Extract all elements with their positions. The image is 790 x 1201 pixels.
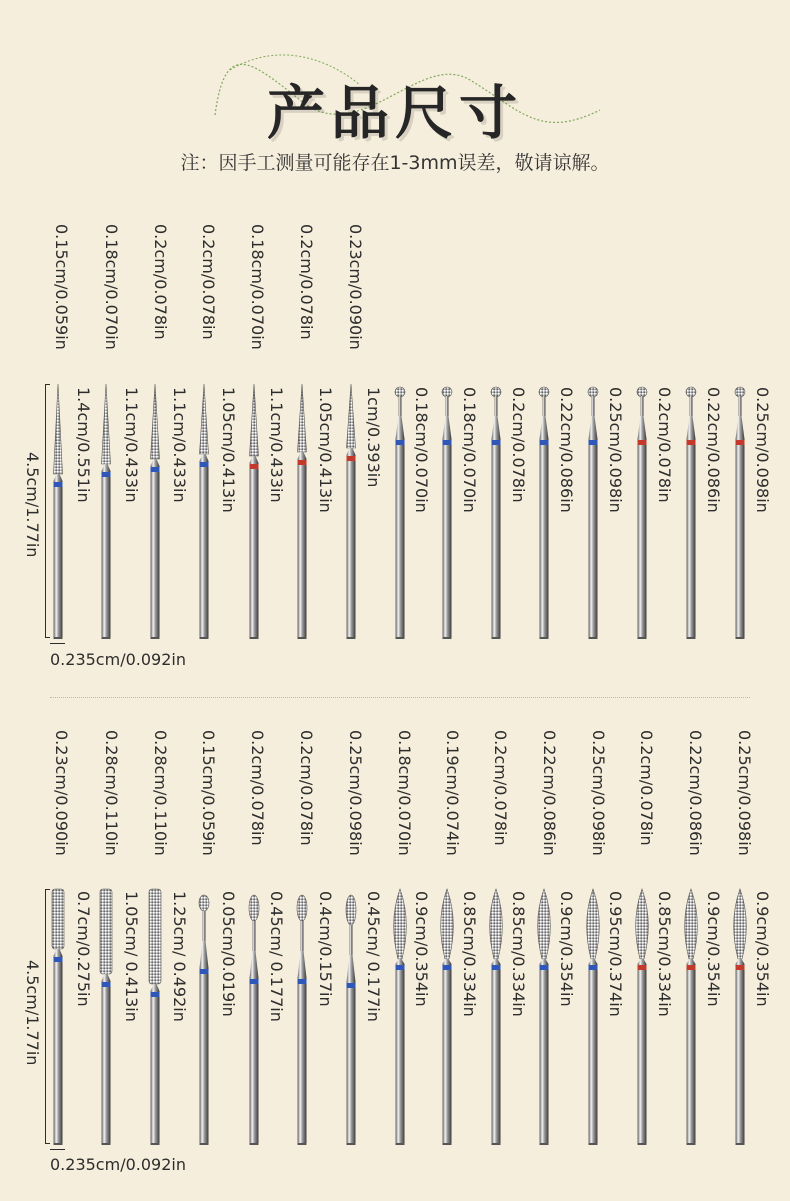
red-band xyxy=(347,456,356,461)
bit-shank xyxy=(347,982,356,1144)
bit-head-size-label: 0.18cm/0.070in xyxy=(102,224,121,350)
bit-taper xyxy=(589,959,598,964)
bit-end xyxy=(396,1143,405,1145)
bit-head-size-label: 0.28cm/0.110in xyxy=(151,730,170,856)
bit-head-size-label: 0.25cm/0.098in xyxy=(735,730,754,856)
bit-end xyxy=(492,637,501,639)
bit-end xyxy=(151,1143,160,1145)
total-length-label: 4.5cm/1.77in xyxy=(23,452,42,558)
bit-taper xyxy=(250,951,259,978)
bit-end xyxy=(396,637,405,639)
bit-neck xyxy=(253,921,256,951)
bit-end xyxy=(54,1143,63,1145)
bit-head-length-label: 1.1cm/0.433in xyxy=(170,387,189,503)
bit-head-size-label: 0.2cm/0.078in xyxy=(491,730,510,846)
bit-taper xyxy=(638,959,647,964)
bit-head xyxy=(199,895,209,911)
bit-taper xyxy=(492,416,501,439)
bit-head-length-label: 0.85cm/0.334in xyxy=(460,891,479,1017)
blue-band xyxy=(54,482,63,487)
bit-head-size-label: 0.15cm/0.059in xyxy=(52,224,71,350)
blue-band xyxy=(298,979,307,984)
bit-head xyxy=(637,387,647,397)
bit-head-size-label: 0.19cm/0.074in xyxy=(443,730,462,856)
bit-shank xyxy=(151,991,160,1144)
red-band xyxy=(638,965,647,970)
blue-band xyxy=(589,440,598,445)
bit-shank xyxy=(687,964,696,1144)
bit-head-size-label: 0.2cm/0.078in xyxy=(151,224,170,340)
bit-head-length-label: 0.45cm/ 0.177in xyxy=(267,891,286,1022)
bit-head xyxy=(734,889,747,959)
bit-shank xyxy=(102,981,111,1144)
bit-shank xyxy=(347,455,356,638)
bit-head-size-label: 0.22cm/0.086in xyxy=(540,730,559,856)
blue-band xyxy=(492,440,501,445)
bit-taper xyxy=(492,959,501,964)
bit-neck xyxy=(446,396,449,416)
bit-head-length-label: 0.25cm/0.098in xyxy=(606,387,625,513)
bit-neck xyxy=(739,396,742,416)
bit-head-length-label: 0.9cm/0.354in xyxy=(704,891,723,1007)
bit-head xyxy=(636,889,649,959)
bit-head xyxy=(686,387,696,397)
bit-head xyxy=(685,889,698,959)
bit-end xyxy=(200,637,209,639)
bit-head-length-label: 0.18cm/0.070in xyxy=(460,387,479,513)
bit-head-length-label: 0.05cm/0.019in xyxy=(219,891,238,1017)
bit-head xyxy=(52,889,64,949)
bit-head-length-label: 1cm/0.393in xyxy=(364,387,383,488)
bit-end xyxy=(540,1143,549,1145)
bit-head-length-label: 1.1cm/0.433in xyxy=(122,387,141,503)
bit-taper xyxy=(736,416,745,439)
bit-shank xyxy=(54,481,63,638)
bit-neck xyxy=(350,925,353,955)
bit-shank xyxy=(687,439,696,638)
bit-end xyxy=(736,637,745,639)
bit-head xyxy=(250,384,259,456)
red-band xyxy=(250,464,259,469)
bit-head xyxy=(151,384,160,459)
bit-taper xyxy=(151,984,160,991)
blue-band xyxy=(492,965,501,970)
bit-head-length-label: 0.95cm/0.374in xyxy=(606,891,625,1017)
bit-end xyxy=(151,637,160,639)
bit-shank xyxy=(540,964,549,1144)
bit-head-length-label: 0.22cm/0.086in xyxy=(557,387,576,513)
bit-end xyxy=(347,637,356,639)
bit-head-length-label: 0.4cm/0.157in xyxy=(316,891,335,1007)
bit-taper xyxy=(347,448,356,455)
bit-head xyxy=(491,387,501,397)
bit-neck xyxy=(301,921,304,951)
bit-shank xyxy=(102,471,111,638)
bit-head xyxy=(297,895,307,921)
bit-taper xyxy=(540,416,549,439)
bit-head xyxy=(490,889,503,959)
bit-shank xyxy=(396,439,405,638)
bit-head xyxy=(441,889,454,959)
bit-head xyxy=(735,387,745,397)
red-band xyxy=(687,440,696,445)
bit-head-length-label: 1.05cm/0.413in xyxy=(316,387,335,513)
bit-taper xyxy=(540,959,549,964)
blue-band xyxy=(443,965,452,970)
bit-shank xyxy=(540,439,549,638)
measurement-note: 注：因手工测量可能存在1-3mm误差，敬请谅解。 xyxy=(180,152,610,174)
bit-end xyxy=(200,1143,209,1145)
bit-end xyxy=(102,1143,111,1145)
bit-taper xyxy=(200,941,209,968)
bit-head xyxy=(102,384,111,464)
blue-band xyxy=(540,965,549,970)
blue-band xyxy=(540,440,549,445)
bit-head-size-label: 0.18cm/0.070in xyxy=(248,224,267,350)
shank-diameter-label: 0.235cm/0.092in xyxy=(50,650,186,669)
bit-taper xyxy=(736,959,745,964)
bit-neck xyxy=(203,911,206,941)
bit-end xyxy=(347,1143,356,1145)
bit-head-length-label: 0.25cm/0.098in xyxy=(753,387,772,513)
bit-shank xyxy=(443,964,452,1144)
bit-taper xyxy=(687,416,696,439)
blue-band xyxy=(102,472,111,477)
bit-head xyxy=(588,387,598,397)
bit-head xyxy=(200,384,209,454)
blue-band xyxy=(396,440,405,445)
bit-taper xyxy=(54,949,63,956)
bit-head-size-label: 0.22cm/0.086in xyxy=(686,730,705,856)
bit-head-length-label: 0.2cm/0.078in xyxy=(509,387,528,503)
bit-end xyxy=(54,637,63,639)
bit-taper xyxy=(102,974,111,981)
bit-taper xyxy=(396,416,405,439)
blue-band xyxy=(151,467,160,472)
bit-head xyxy=(249,895,259,921)
bit-head-length-label: 0.2cm/0.078in xyxy=(655,387,674,503)
bit-head-length-label: 1.1cm/0.433in xyxy=(267,387,286,503)
bit-shank xyxy=(298,978,307,1144)
bit-shank xyxy=(200,968,209,1144)
bit-head-size-label: 0.18cm/0.070in xyxy=(395,730,414,856)
bit-head-size-label: 0.2cm/0.078in xyxy=(248,730,267,846)
bit-end xyxy=(589,1143,598,1145)
bit-head-size-label: 0.23cm/0.090in xyxy=(52,730,71,856)
bit-shank xyxy=(151,466,160,638)
red-band xyxy=(687,965,696,970)
bit-neck xyxy=(495,396,498,416)
bit-head xyxy=(54,384,63,474)
bit-taper xyxy=(347,955,356,982)
bit-shank xyxy=(250,463,259,638)
bit-end xyxy=(492,1143,501,1145)
bit-shank xyxy=(589,964,598,1144)
bit-taper xyxy=(298,452,307,459)
bit-end xyxy=(298,1143,307,1145)
bit-end xyxy=(638,1143,647,1145)
bit-head-size-label: 0.28cm/0.110in xyxy=(102,730,121,856)
bit-shank xyxy=(54,956,63,1144)
bit-head xyxy=(347,384,356,448)
bit-taper xyxy=(200,454,209,461)
bit-end xyxy=(540,637,549,639)
bit-end xyxy=(443,637,452,639)
bit-taper xyxy=(54,474,63,481)
blue-band xyxy=(54,957,63,962)
blue-band xyxy=(347,983,356,988)
bit-shank xyxy=(250,978,259,1144)
bit-head xyxy=(395,387,405,397)
bit-head xyxy=(394,889,407,959)
bit-shank xyxy=(492,964,501,1144)
bit-taper xyxy=(102,464,111,471)
bit-head-length-label: 0.9cm/0.354in xyxy=(412,891,431,1007)
bit-head xyxy=(539,387,549,397)
bit-end xyxy=(638,637,647,639)
bit-shank xyxy=(736,439,745,638)
bit-shank xyxy=(638,964,647,1144)
bit-shank xyxy=(200,461,209,638)
blue-band xyxy=(151,992,160,997)
bit-head-size-label: 0.25cm/0.098in xyxy=(589,730,608,856)
bit-taper xyxy=(151,459,160,466)
blue-band xyxy=(200,462,209,467)
bit-taper xyxy=(250,456,259,463)
bit-end xyxy=(687,1143,696,1145)
blue-band xyxy=(396,965,405,970)
bit-taper xyxy=(443,416,452,439)
blue-band xyxy=(102,982,111,987)
bit-end xyxy=(589,637,598,639)
bit-taper xyxy=(589,416,598,439)
bit-end xyxy=(250,1143,259,1145)
bit-shank xyxy=(736,964,745,1144)
bit-head-length-label: 0.9cm/0.354in xyxy=(557,891,576,1007)
bit-neck xyxy=(592,396,595,416)
blue-band xyxy=(250,979,259,984)
bit-head-length-label: 0.45cm/ 0.177in xyxy=(364,891,383,1022)
page-title: 产品尺寸 xyxy=(266,79,523,147)
bit-head-length-label: 0.85cm/0.334in xyxy=(509,891,528,1017)
bit-head xyxy=(100,889,112,974)
bit-head-size-label: 0.25cm/0.098in xyxy=(346,730,365,856)
bit-taper xyxy=(638,416,647,439)
bit-head-length-label: 0.9cm/0.354in xyxy=(753,891,772,1007)
bit-head-length-label: 1.05cm/ 0.413in xyxy=(122,891,141,1022)
blue-band xyxy=(443,440,452,445)
bit-taper xyxy=(687,959,696,964)
red-band xyxy=(736,965,745,970)
bit-head xyxy=(298,384,307,452)
bit-head-length-label: 0.18cm/0.070in xyxy=(412,387,431,513)
bit-shank xyxy=(638,439,647,638)
bit-head-length-label: 1.25cm/ 0.492in xyxy=(170,891,189,1022)
bit-shank xyxy=(492,439,501,638)
bit-neck xyxy=(641,396,644,416)
bit-taper xyxy=(298,951,307,978)
bit-head-size-label: 0.2cm/0.078in xyxy=(637,730,656,846)
bit-head-size-label: 0.2cm/0.078in xyxy=(199,224,218,340)
bit-shank xyxy=(298,459,307,638)
bit-shank xyxy=(443,439,452,638)
bit-neck xyxy=(399,396,402,416)
red-band xyxy=(638,440,647,445)
bit-end xyxy=(102,637,111,639)
bit-head-length-label: 0.22cm/0.086in xyxy=(704,387,723,513)
bit-head-length-label: 0.7cm/0.275in xyxy=(74,891,93,1007)
red-band xyxy=(736,440,745,445)
bit-head xyxy=(346,895,356,925)
bit-head xyxy=(587,889,600,959)
blue-band xyxy=(589,965,598,970)
bit-head-size-label: 0.15cm/0.059in xyxy=(199,730,218,856)
bit-end xyxy=(250,637,259,639)
bit-neck xyxy=(690,396,693,416)
blue-band xyxy=(200,969,209,974)
bit-end xyxy=(687,637,696,639)
bit-head xyxy=(538,889,551,959)
bit-taper xyxy=(396,959,405,964)
bit-head-size-label: 0.23cm/0.090in xyxy=(346,224,365,350)
bit-taper xyxy=(443,959,452,964)
bit-end xyxy=(298,637,307,639)
bit-shank xyxy=(396,964,405,1144)
bit-head-size-label: 0.2cm/0.078in xyxy=(297,224,316,340)
red-band xyxy=(298,460,307,465)
bit-head-length-label: 1.4cm/0.551in xyxy=(74,387,93,503)
bit-head xyxy=(149,889,161,984)
bit-neck xyxy=(543,396,546,416)
bit-head-size-label: 0.2cm/0.078in xyxy=(297,730,316,846)
total-length-label: 4.5cm/1.77in xyxy=(23,960,42,1066)
bit-end xyxy=(443,1143,452,1145)
bit-end xyxy=(736,1143,745,1145)
bit-head xyxy=(442,387,452,397)
bit-head-length-label: 1.05cm/0.413in xyxy=(219,387,238,513)
shank-diameter-label: 0.235cm/0.092in xyxy=(50,1155,186,1174)
bit-shank xyxy=(589,439,598,638)
bit-head-length-label: 0.85cm/0.334in xyxy=(655,891,674,1017)
